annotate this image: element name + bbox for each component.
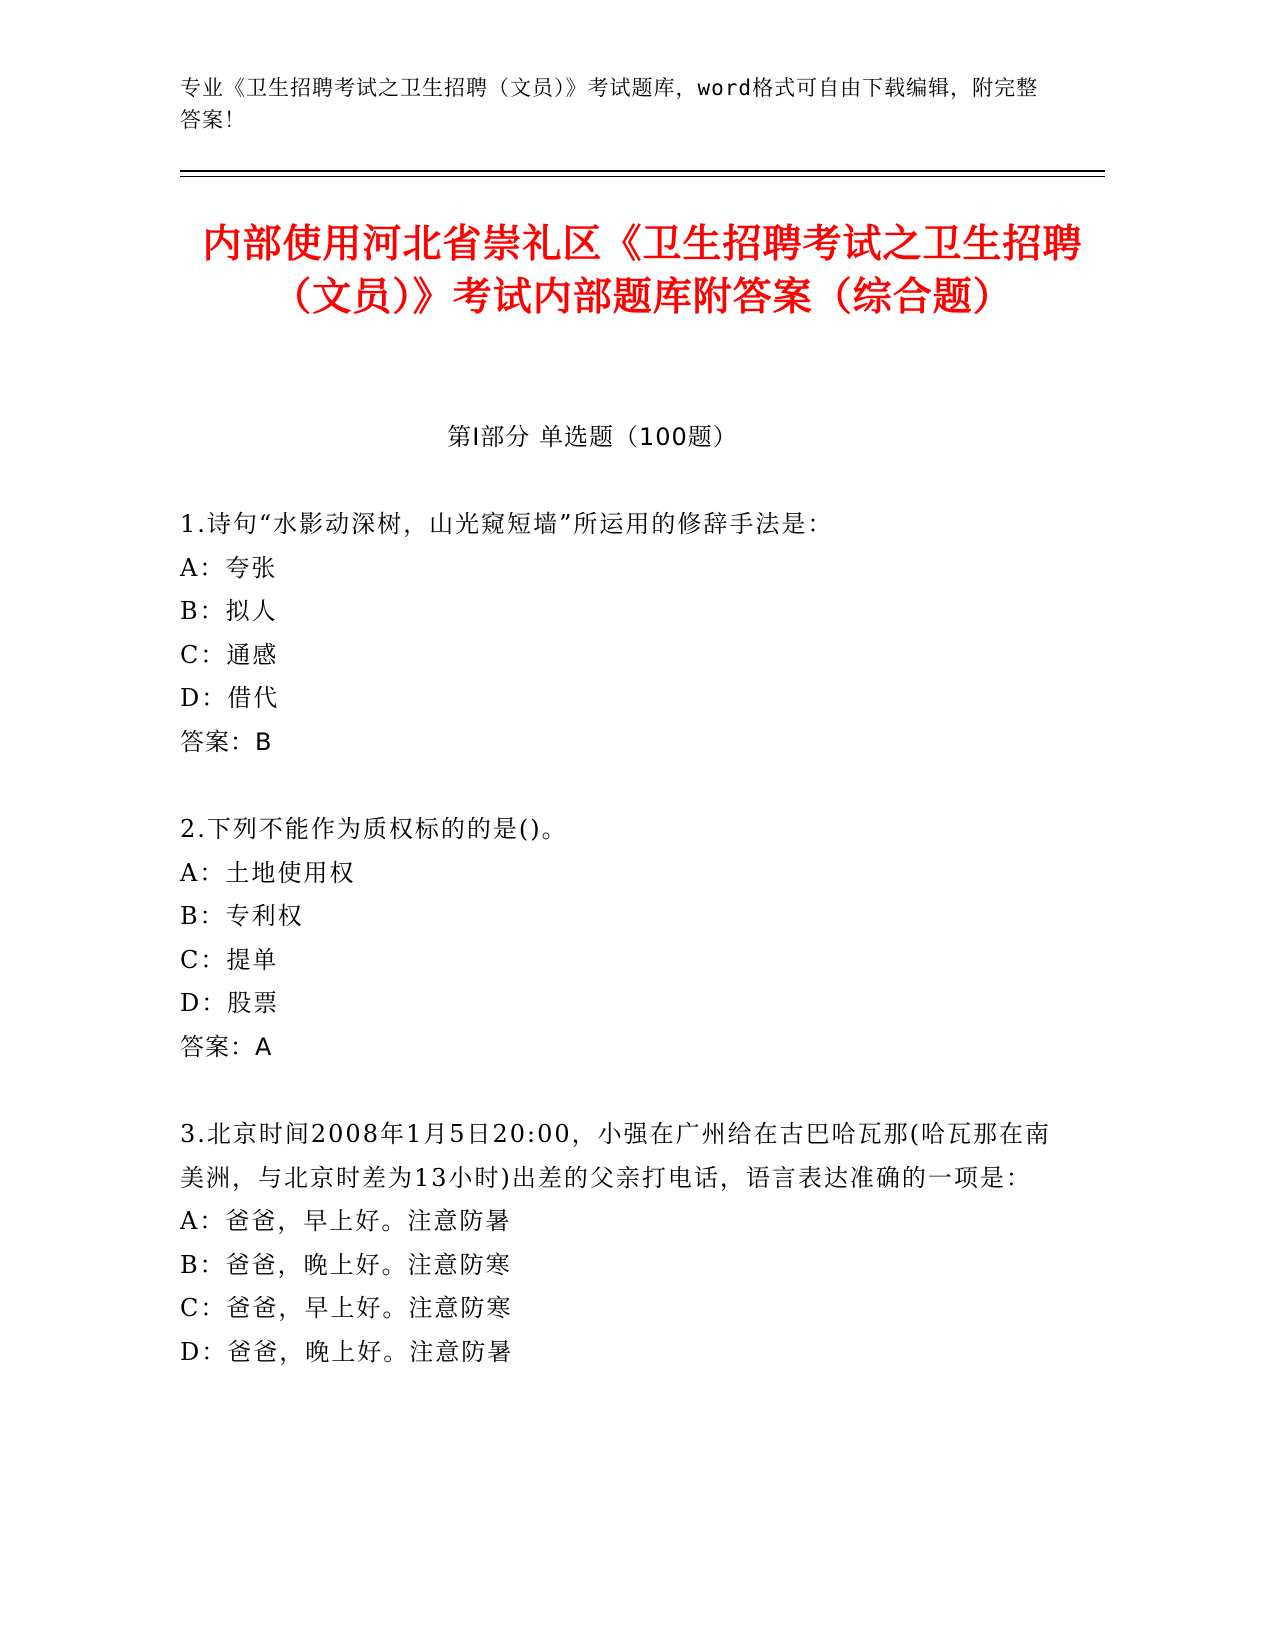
question-1 <box>180 503 1060 764</box>
question-stem: 2.下列不能作为质权标的的是()。 <box>180 815 568 843</box>
option-b: B：拟人 <box>180 597 278 625</box>
question-2 <box>180 808 1060 1069</box>
option-c: C：通感 <box>180 640 279 669</box>
section-title: 第Ⅰ部分 单选题（100题） <box>447 423 738 451</box>
document-title: 内部使用河北省崇礼区《卫生招聘考试之卫生招聘（文员）》考试内部题库附答案（综合题） <box>202 222 1083 320</box>
option-d: D：借代 <box>180 684 280 712</box>
option-a: A：爸爸，早上好。注意防暑 <box>180 1207 512 1235</box>
header-rule-thin <box>180 176 1105 177</box>
option-c: C：爸爸，早上好。注意防寒 <box>180 1294 513 1322</box>
header-note: 专业《卫生招聘考试之卫生招聘（文员）》考试题库，word格式可自由下载编辑，附完整答案！ <box>180 76 1039 132</box>
option-d: D：股票 <box>180 989 280 1017</box>
answer: 答案：B <box>180 727 273 756</box>
option-a: A：土地使用权 <box>180 858 356 887</box>
question-stem: 3.北京时间2008年1月5日20:00，小强在广州给在古巴哈瓦那(哈瓦那在南美洲，与北京时差为13小时)出差的父亲打电话，语言表达准确的一项是： <box>180 1120 1052 1192</box>
option-b: B：专利权 <box>180 902 304 930</box>
option-c: C：提单 <box>180 945 279 974</box>
header-rule-thick <box>180 170 1105 172</box>
option-b: B：爸爸，晚上好。注意防寒 <box>180 1250 512 1279</box>
answer: 答案：A <box>180 1032 273 1061</box>
option-a: A：夸张 <box>180 553 278 582</box>
question-stem: 1.诗句“水影动深树，山光窥短墙”所运用的修辞手法是： <box>180 510 834 538</box>
question-3 <box>180 1113 1060 1374</box>
option-d: D：爸爸，晚上好。注意防暑 <box>180 1337 514 1366</box>
